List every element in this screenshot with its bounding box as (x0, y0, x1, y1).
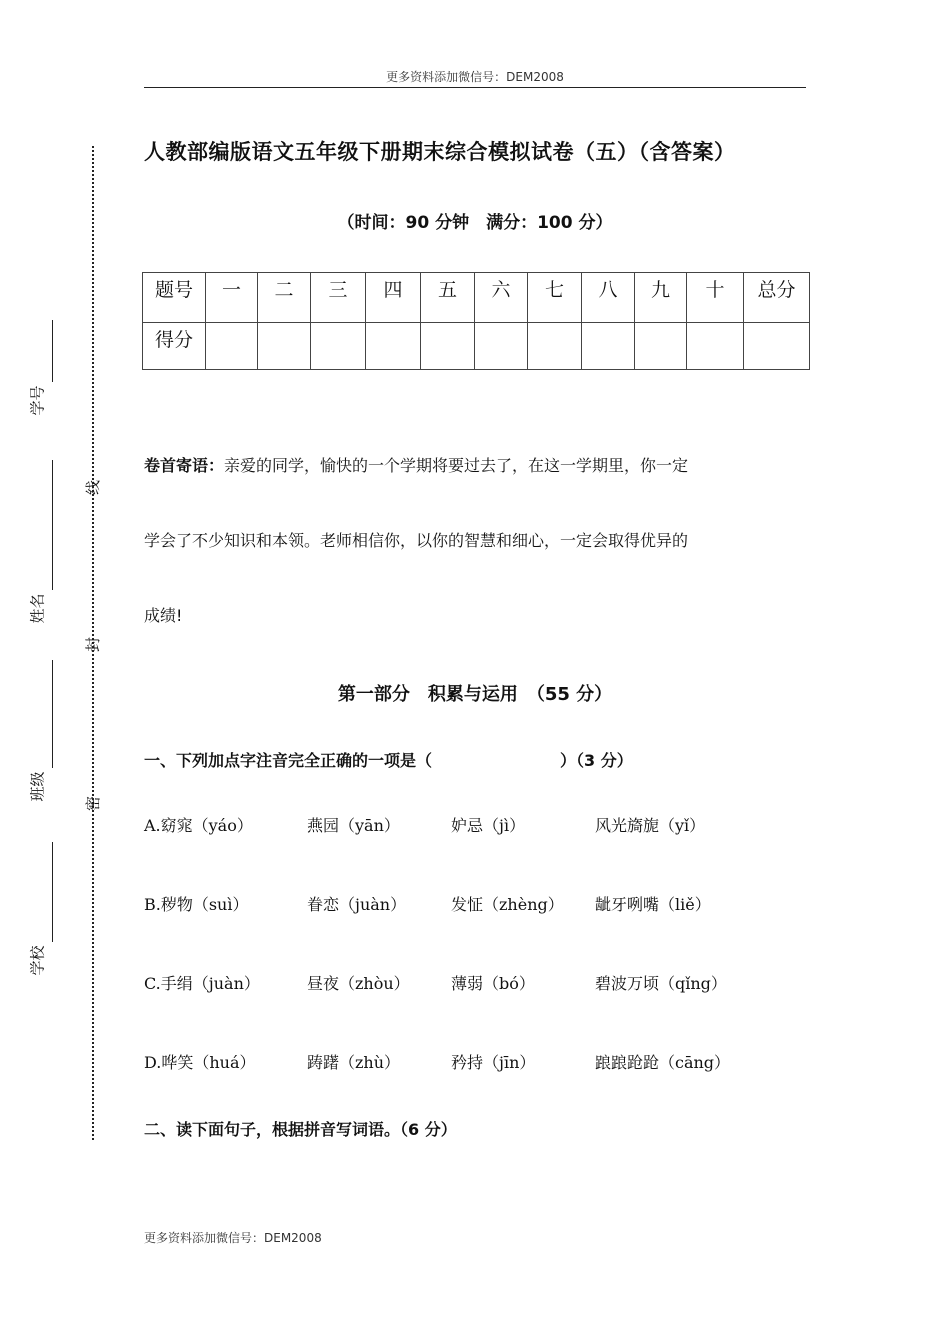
score-cell[interactable] (311, 323, 366, 370)
preface-line-2: 学会了不少知识和本领。老师相信你，以你的智慧和细心，一定会取得优异的 (144, 531, 689, 550)
preface-line-3: 成绩! (144, 606, 183, 625)
question-2: 二、读下面句子，根据拼音写词语。（6 分） (144, 1120, 457, 1139)
column-header: 七 (528, 273, 582, 323)
score-cell[interactable] (206, 323, 258, 370)
column-header: 十 (687, 273, 744, 323)
option-d-2: 踌躇（zhù） (307, 1053, 401, 1072)
column-header: 二 (258, 273, 311, 323)
option-c-3: 薄弱（bó） (451, 974, 535, 993)
column-header: 三 (311, 273, 366, 323)
option-c-2: 昼夜（zhòu） (307, 974, 410, 993)
name-label: 姓名 (28, 593, 47, 624)
column-header: 六 (475, 273, 528, 323)
score-cell[interactable] (635, 323, 687, 370)
preface-line-1: 卷首寄语：亲爱的同学，愉快的一个学期将要过去了，在这一学期里，你一定 (144, 456, 689, 475)
table-row (143, 273, 810, 323)
option-d-4: 踉踉跄跄（cāng） (595, 1053, 731, 1072)
score-cell[interactable] (528, 323, 582, 370)
class-blank[interactable] (52, 660, 53, 768)
score-cell[interactable] (366, 323, 421, 370)
line-marker: 线 (84, 479, 103, 496)
student-id-blank[interactable] (52, 320, 53, 382)
row-label-question-number: 题号 (143, 273, 206, 323)
school-label: 学校 (28, 945, 47, 976)
row-label-score: 得分 (143, 323, 206, 370)
score-cell[interactable] (582, 323, 635, 370)
table-row (143, 323, 810, 370)
column-header: 四 (366, 273, 421, 323)
class-label: 班级 (28, 771, 47, 802)
secret-marker: 密 (84, 795, 103, 812)
column-header-total: 总分 (744, 273, 810, 323)
part-one-title: 第一部分 积累与运用 （55 分） (337, 684, 613, 705)
score-cell[interactable] (687, 323, 744, 370)
score-cell[interactable] (421, 323, 475, 370)
option-d-3: 矜持（jīn） (451, 1053, 536, 1072)
option-d-1: D.哗笑（huá） (144, 1053, 256, 1072)
page-title: 人教部编版语文五年级下册期末综合模拟试卷（五）（含答案） (144, 140, 736, 164)
option-b-2: 眷恋（juàn） (307, 895, 407, 914)
name-blank[interactable] (52, 460, 53, 590)
exam-time-score: （时间：90 分钟 满分：100 分） (337, 213, 613, 233)
header-text: 更多资料添加微信号：DEM2008 (386, 70, 564, 84)
column-header: 五 (421, 273, 475, 323)
column-header: 九 (635, 273, 687, 323)
column-header: 八 (582, 273, 635, 323)
option-c-4: 碧波万顷（qǐng） (595, 974, 727, 993)
header-rule (144, 87, 806, 88)
option-b-4: 龇牙咧嘴（liě） (595, 895, 711, 914)
column-header: 一 (206, 273, 258, 323)
score-cell[interactable] (258, 323, 311, 370)
option-b-1: B.秽物（suì） (144, 895, 249, 914)
preface-label: 卷首寄语： (144, 456, 225, 475)
score-cell[interactable] (744, 323, 810, 370)
option-a-3: 妒忌（jì） (451, 816, 526, 835)
question-1: 一、下列加点字注音完全正确的一项是（ ）（3 分） (144, 751, 633, 770)
student-id-label: 学号 (28, 385, 47, 416)
option-a-2: 燕园（yān） (307, 816, 400, 835)
score-table (142, 272, 810, 370)
footer-text: 更多资料添加微信号：DEM2008 (144, 1231, 322, 1245)
option-a-1: A.窈窕（yáo） (144, 816, 253, 835)
option-a-4: 风光旖旎（yǐ） (595, 816, 706, 835)
option-b-3: 发怔（zhèng） (451, 895, 564, 914)
school-blank[interactable] (52, 842, 53, 942)
option-c-1: C.手绢（juàn） (144, 974, 260, 993)
score-cell[interactable] (475, 323, 528, 370)
seal-marker: 封 (84, 636, 103, 653)
